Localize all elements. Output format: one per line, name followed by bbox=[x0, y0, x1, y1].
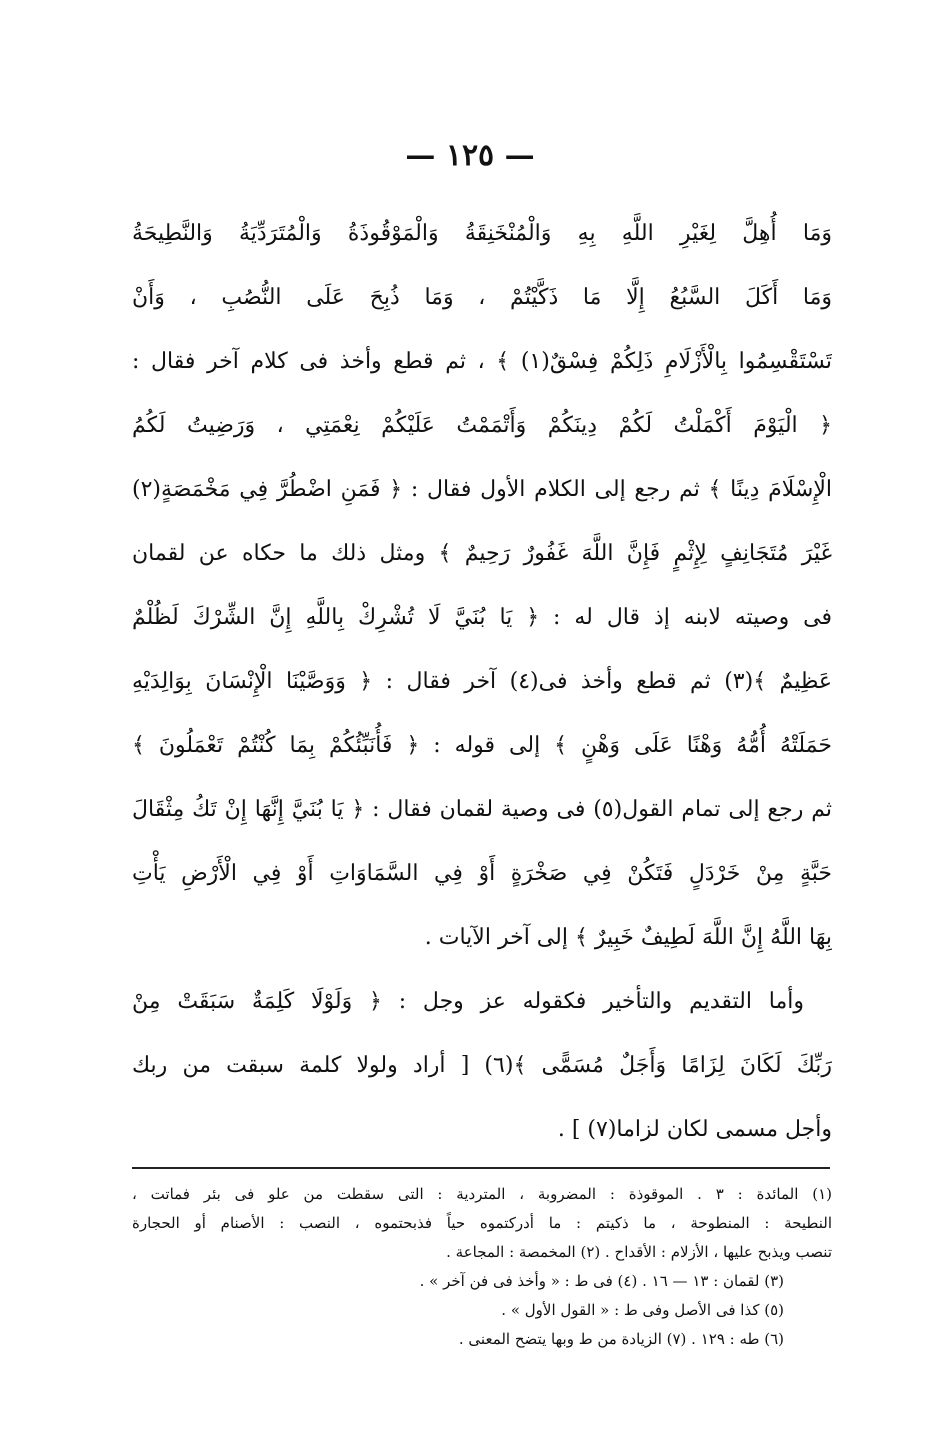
text-line: تَسْتَقْسِمُوا بِالْأَزْلَامِ ذَلِكُمْ فِسْقٌ(١) ﴾ ، ثم قطع وأخذ فى كلام آخر فقال : bbox=[132, 349, 832, 374]
page-number: — ١٢٥ — bbox=[405, 138, 535, 173]
text-line: حَبَّةٍ مِنْ خَرْدَلٍ فَتَكُنْ فِي صَخْرَةٍ أَوْ فِي السَّمَاوَاتِ أَوْ فِي الْأَرْضِ يَأْتِ bbox=[132, 861, 832, 886]
footnote-line: (١) المائدة : ٣ . الموقوذة : المضروبة ، المتردية : التى سقطت من علو فى بئر فماتت ، bbox=[132, 1185, 832, 1203]
footnote-line: (٦) طه : ١٢٩ . (٧) الزيادة من ط وبها يتضح المعنى . bbox=[458, 1330, 784, 1348]
text-line: وأجل مسمى لكان لزاما(٧) ] . bbox=[557, 1117, 832, 1142]
text-line: وَمَا أُهِلَّ لِغَيْرِ اللَّهِ بِهِ وَالْمُنْخَنِقَةُ وَالْمَوْقُوذَةُ وَالْمُتَرَدِّيَةُ وَالنَّطِيحَةُ bbox=[132, 221, 832, 246]
text-line: ﴿ الْيَوْمَ أَكْمَلْتُ لَكُمْ دِينَكُمْ وَأَتْمَمْتُ عَلَيْكُمْ نِعْمَتِي ، وَرَضِيتُ لَكُمُ bbox=[132, 413, 832, 438]
footnote-line: تنصب ويذبح عليها ، الأزلام : الأقداح . (٢) المخمصة : المجاعة . bbox=[446, 1243, 832, 1261]
text-line: بِهَا اللَّهُ إِنَّ اللَّهَ لَطِيفٌ خَبِيرٌ ﴾ إلى آخر الآيات . bbox=[424, 925, 832, 950]
text-line: فى وصيته لابنه إذ قال له : ﴿ يَا بُنَيَّ لَا تُشْرِكْ بِاللَّهِ إِنَّ الشِّرْكَ لَظُلْمٌ bbox=[132, 605, 832, 630]
footnote-line: النطيحة : المنطوحة ، ما ذكيتم : ما أدركتموه حياً فذبحتموه ، النصب : الأصنام أو الحجارة bbox=[132, 1214, 832, 1232]
footnote-separator bbox=[132, 1167, 830, 1169]
text-line: عَظِيمٌ ﴾(٣) ثم قطع وأخذ فى(٤) آخر فقال : ﴿ وَوَصَّيْنَا الْإِنْسَانَ بِوَالِدَيْهِ bbox=[132, 669, 832, 694]
text-line: رَبِّكَ لَكَانَ لِزَامًا وَأَجَلٌ مُسَمًّى ﴾(٦) [ أراد ولولا كلمة سبقت من ربك bbox=[132, 1053, 832, 1078]
text-line: وَمَا أَكَلَ السَّبُعُ إِلَّا مَا ذَكَّيْتُمْ ، وَمَا ذُبِحَ عَلَى النُّصُبِ ، وَأَنْ bbox=[132, 285, 832, 310]
text-line: وأما التقديم والتأخير فكقوله عز وجل : ﴿ وَلَوْلَا كَلِمَةٌ سَبَقَتْ مِنْ bbox=[132, 989, 804, 1014]
text-line: ثم رجع إلى تمام القول(٥) فى وصية لقمان فقال : ﴿ يَا بُنَيَّ إِنَّهَا إِنْ تَكُ مِثْقَالَ bbox=[132, 797, 832, 822]
footnote-line: (٥) كذا فى الأصل وفى ط : « القول الأول » . bbox=[501, 1301, 784, 1319]
text-line: غَيْرَ مُتَجَانِفٍ لِإِثْمٍ فَإِنَّ اللَّهَ غَفُورٌ رَحِيمٌ ﴾ ومثل ذلك ما حكاه عن لقمان bbox=[132, 541, 832, 566]
footnotes bbox=[132, 1180, 832, 1354]
main-text bbox=[132, 202, 832, 1162]
footnote-line: (٣) لقمان : ١٣ — ١٦ . (٤) فى ط : « وأخذ فى فن آخر » . bbox=[419, 1272, 784, 1290]
text-line: حَمَلَتْهُ أُمُّهُ وَهْنًا عَلَى وَهْنٍ ﴾ إلى قوله : ﴿ فَأُنَبِّئُكُمْ بِمَا كُنْتُمْ تَعْمَلُونَ ﴾ bbox=[132, 733, 832, 758]
text-line: الْإِسْلَامَ دِينًا ﴾ ثم رجع إلى الكلام الأول فقال : ﴿ فَمَنِ اضْطُرَّ فِي مَخْمَصَةٍ(٢) bbox=[132, 477, 832, 502]
